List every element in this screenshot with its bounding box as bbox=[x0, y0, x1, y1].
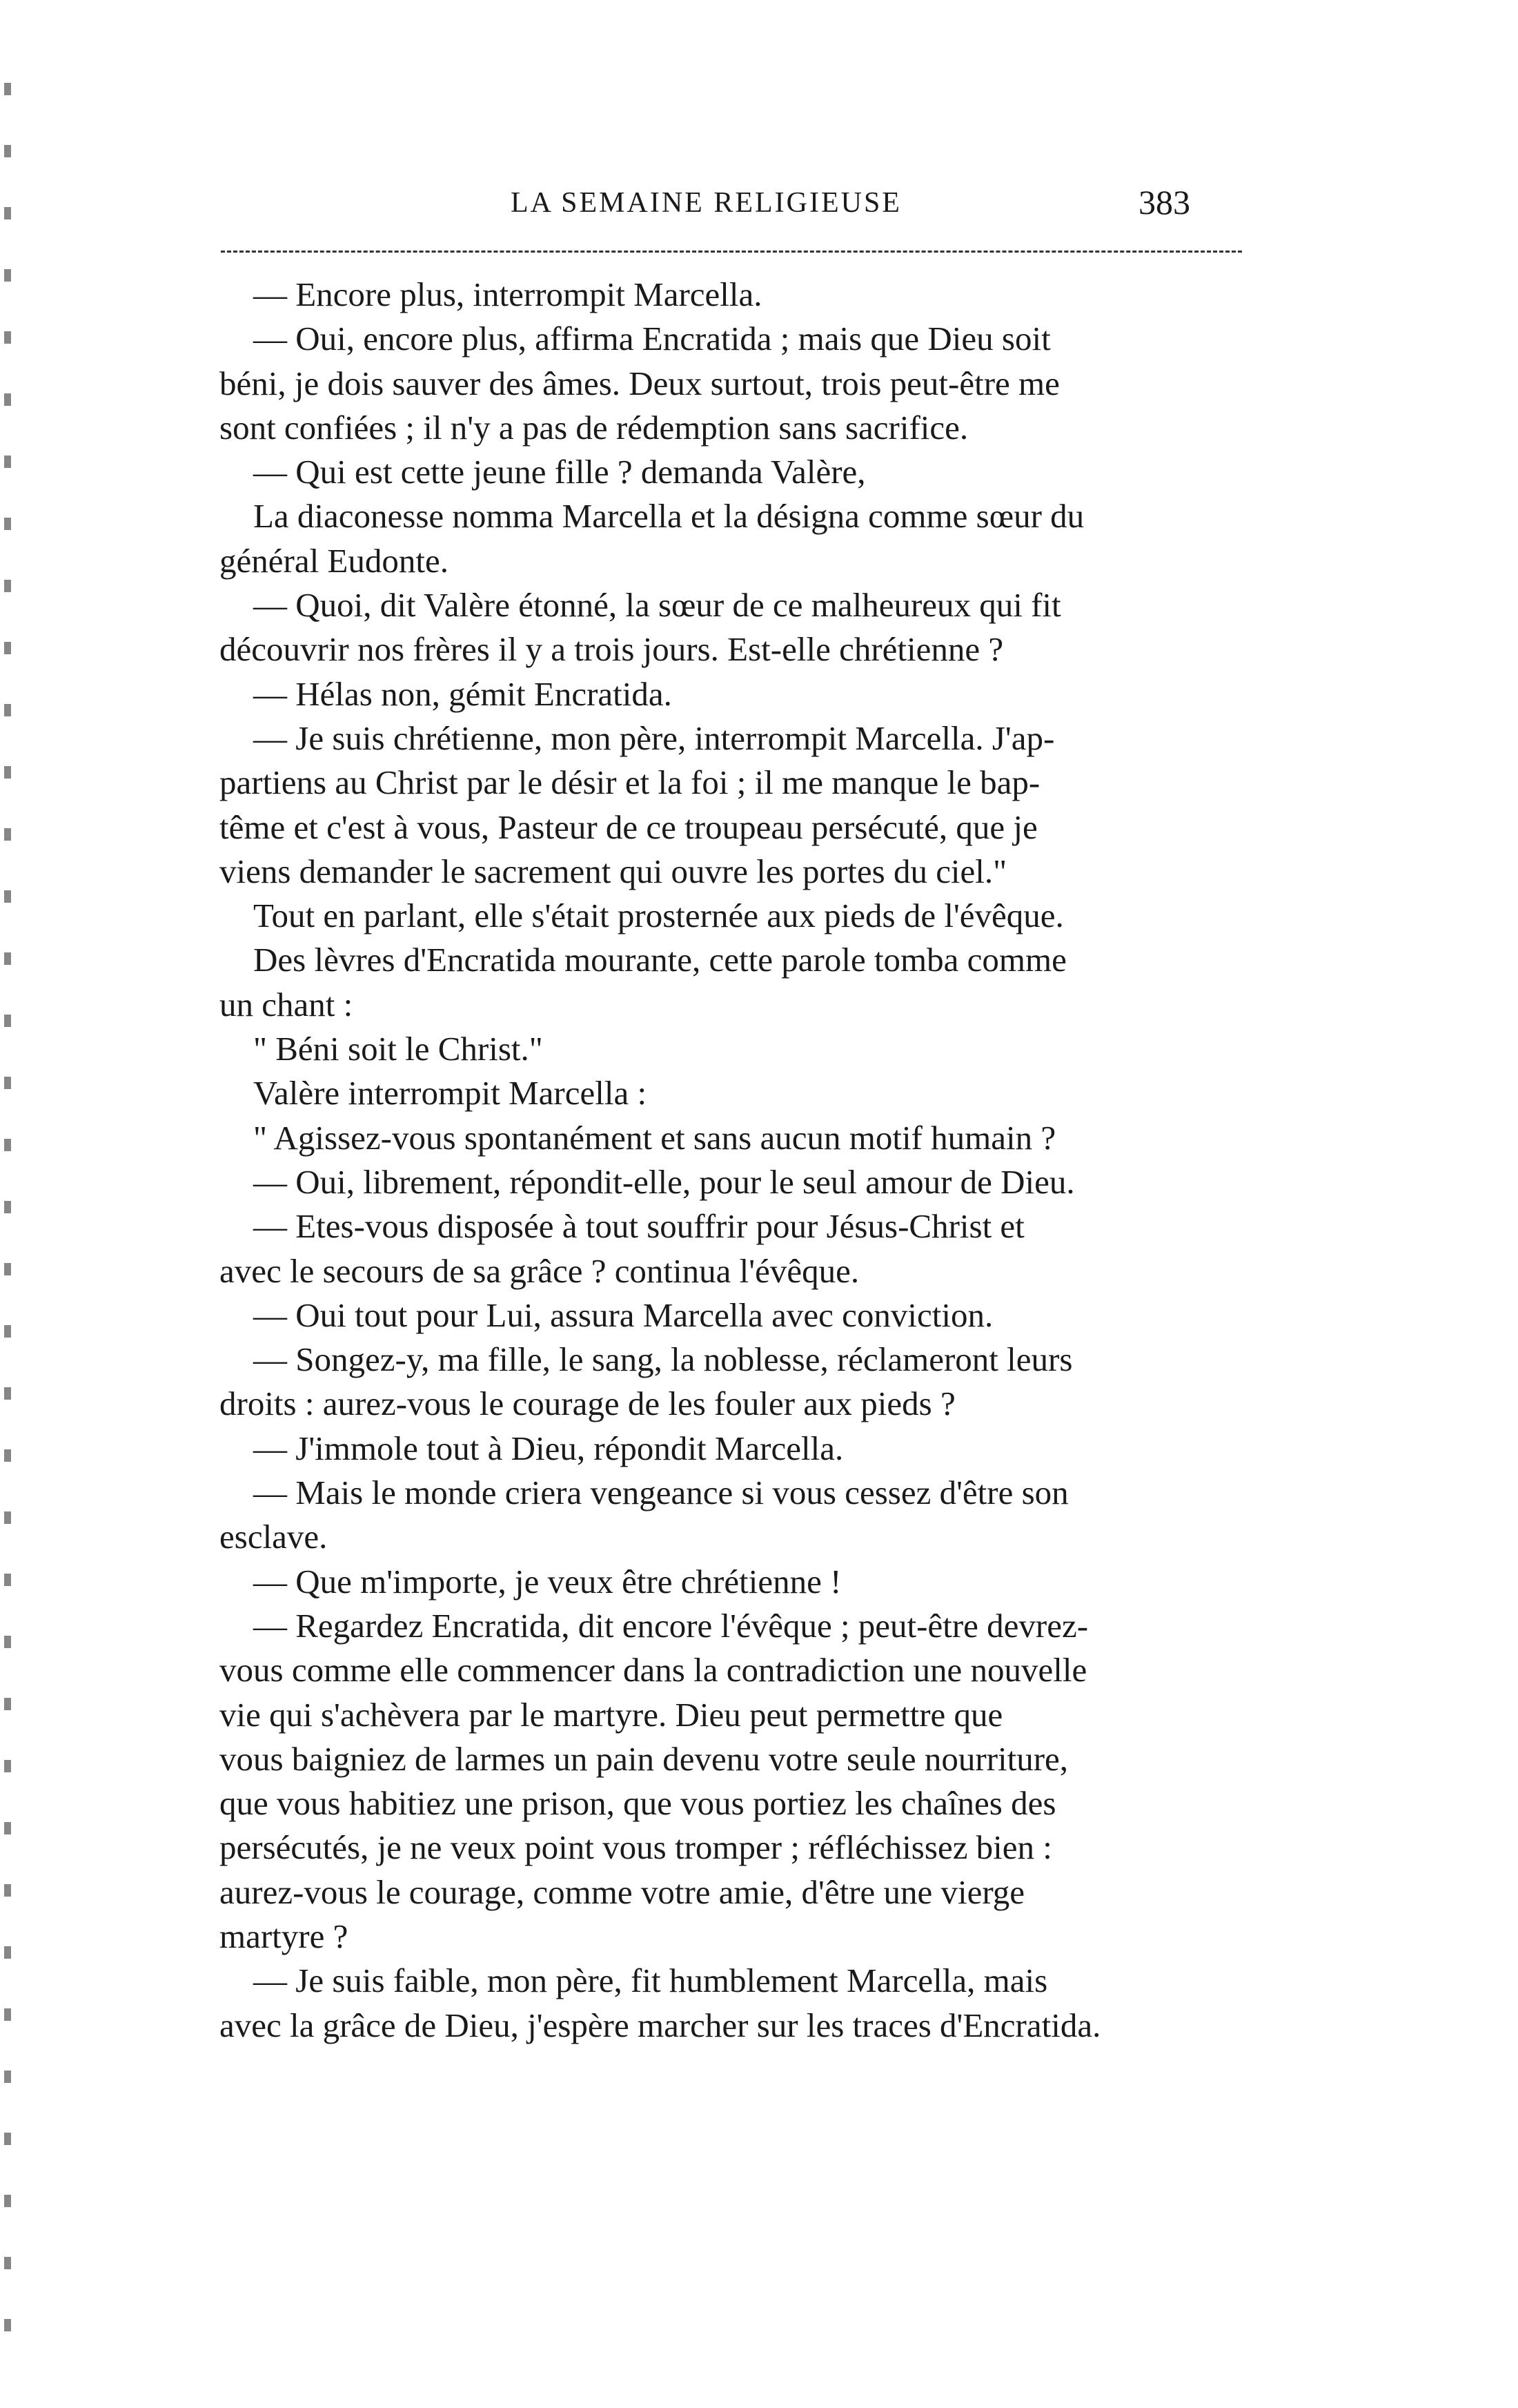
text-line: général Eudonte. bbox=[219, 541, 448, 580]
text-line: avec le secours de sa grâce ? continua l'évêque. bbox=[219, 1251, 860, 1290]
text-line: martyre ? bbox=[219, 1917, 348, 1955]
text-line: Des lèvres d'Encratida mourante, cette parole tomba comme bbox=[219, 941, 1067, 979]
text-line: — J'immole tout à Dieu, répondit Marcella. bbox=[219, 1429, 844, 1467]
scan-edge-shadow bbox=[4, 83, 11, 2360]
text-line: aurez-vous le courage, comme votre amie, d'être une vierge bbox=[219, 1872, 1025, 1911]
text-line: — Encore plus, interrompit Marcella. bbox=[219, 275, 762, 313]
text-line: — Je suis chrétienne, mon père, interrompit Marcella. J'ap- bbox=[219, 718, 1055, 757]
text-line: tême et c'est à vous, Pasteur de ce troupeau persécuté, que je bbox=[219, 807, 1038, 846]
body-text bbox=[219, 273, 1241, 2048]
text-line: " Béni soit le Christ." bbox=[219, 1030, 543, 1068]
text-line: — Songez-y, ma fille, le sang, la noblesse, réclameront leurs bbox=[219, 1340, 1073, 1379]
text-line: vous baigniez de larmes un pain devenu votre seule nourriture, bbox=[219, 1739, 1069, 1778]
text-line: — Oui tout pour Lui, assura Marcella avec conviction. bbox=[219, 1295, 994, 1334]
text-line: — Qui est cette jeune fille ? demanda Valère, bbox=[219, 453, 866, 491]
text-line: Tout en parlant, elle s'était prosternée aux pieds de l'évêque. bbox=[219, 897, 1064, 935]
text-line: béni, je dois sauver des âmes. Deux surtout, trois peut-être me bbox=[219, 364, 1060, 402]
text-line: persécutés, je ne veux point vous tromper ; réfléchissez bien : bbox=[219, 1828, 1052, 1867]
text-line: un chant : bbox=[219, 985, 353, 1024]
text-line: découvrir nos frères il y a trois jours. Est-elle chrétienne ? bbox=[219, 630, 1004, 669]
text-line: vie qui s'achèvera par le martyre. Dieu peut permettre que bbox=[219, 1695, 1003, 1734]
text-line: — Etes-vous disposée à tout souffrir pour Jésus-Christ et bbox=[219, 1207, 1025, 1246]
text-line: sont confiées ; il n'y a pas de rédemption sans sacrifice. bbox=[219, 408, 969, 447]
page-number: 383 bbox=[1138, 183, 1190, 222]
text-line: — Quoi, dit Valère étonné, la sœur de ce malheureux qui fit bbox=[219, 586, 1061, 625]
text-line: — Hélas non, gémit Encratida. bbox=[219, 674, 672, 713]
text-line: — Que m'importe, je veux être chrétienne ! bbox=[219, 1562, 842, 1601]
text-line: — Regardez Encratida, dit encore l'évêque ; peut-être devrez- bbox=[219, 1606, 1089, 1645]
text-line: avec la grâce de Dieu, j'espère marcher sur les traces d'Encratida. bbox=[219, 2006, 1101, 2044]
text-line: — Mais le monde criera vengeance si vous cessez d'être son bbox=[219, 1474, 1069, 1512]
page-header bbox=[221, 183, 1256, 228]
text-line: vous comme elle commencer dans la contradiction une nouvelle bbox=[219, 1651, 1087, 1690]
text-line: — Oui, encore plus, affirma Encratida ; mais que Dieu soit bbox=[219, 320, 1051, 358]
header-rule bbox=[221, 251, 1242, 253]
text-line: partiens au Christ par le désir et la foi ; il me manque le bap- bbox=[219, 763, 1041, 802]
text-line: Valère interrompit Marcella : bbox=[219, 1074, 647, 1113]
text-line: La diaconesse nomma Marcella et la désigna comme sœur du bbox=[219, 497, 1085, 536]
text-line: — Je suis faible, mon père, fit humblement Marcella, mais bbox=[219, 1961, 1048, 2000]
text-line: viens demander le sacrement qui ouvre les portes du ciel." bbox=[219, 852, 1007, 890]
text-line: esclave. bbox=[219, 1518, 328, 1556]
running-title: LA SEMAINE RELIGIEUSE bbox=[511, 187, 902, 219]
text-line: — Oui, librement, répondit-elle, pour le seul amour de Dieu. bbox=[219, 1162, 1075, 1201]
text-line: que vous habitiez une prison, que vous portiez les chaînes des bbox=[219, 1784, 1056, 1823]
text-line: " Agissez-vous spontanément et sans aucun motif humain ? bbox=[219, 1118, 1056, 1157]
text-line: droits : aurez-vous le courage de les fouler aux pieds ? bbox=[219, 1384, 956, 1423]
